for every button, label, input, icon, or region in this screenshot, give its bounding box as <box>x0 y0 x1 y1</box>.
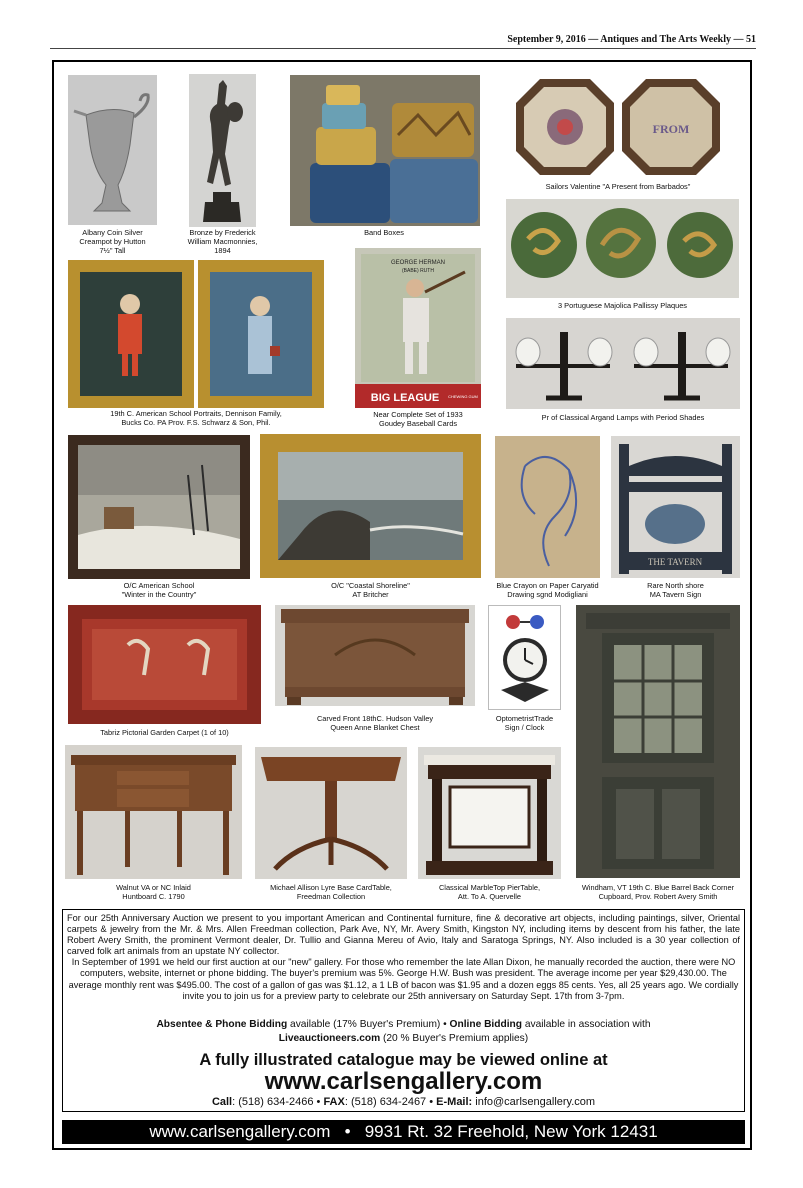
caption-line: 3 Portuguese Majolica Pallissy Plaques <box>558 301 687 310</box>
catalogue-line: A fully illustrated catalogue may be viewed online at <box>199 1051 608 1069</box>
caption-pier-table <box>418 883 561 901</box>
intro-paragraph <box>67 913 740 1002</box>
photo-corner-cupboard <box>576 605 740 878</box>
absentee-text: available (17% Buyer's Premium) • <box>287 1019 450 1030</box>
photo-baseball-card <box>355 248 481 408</box>
caption-baseball-card <box>355 410 481 428</box>
photo-caryatid-drawing <box>495 436 600 578</box>
photo-blanket-chest <box>275 605 475 706</box>
bidding-line-2 <box>63 1032 744 1045</box>
caption-line: MA Tavern Sign <box>649 590 702 599</box>
caption-line: 1894 <box>214 246 231 255</box>
caption-argand-lamps <box>506 413 740 422</box>
photo-huntboard <box>65 745 242 879</box>
caption-line: O/C "Coastal Shoreline" <box>331 581 410 590</box>
caption-corner-cupboard <box>566 883 750 901</box>
page-header <box>50 34 756 49</box>
caption-line: Walnut VA or NC Inlaid <box>116 883 191 892</box>
card-name-bot: (BABE) RUTH <box>402 268 434 274</box>
liveauctioneers-link[interactable]: Liveauctioneers.com <box>278 1033 381 1044</box>
caption-line: Pr of Classical Argand Lamps with Period Shades <box>541 413 705 422</box>
caption-line: Blue Crayon on Paper Caryatid <box>496 581 599 590</box>
auction-text-box <box>62 909 745 1112</box>
catalogue-url[interactable]: www.carlsengallery.com <box>264 1068 543 1095</box>
caption-sailors-valentine <box>508 182 728 191</box>
caption-coastal-painting <box>260 581 481 599</box>
caption-card-table <box>250 883 412 901</box>
photo-optometrist-clock <box>488 605 561 710</box>
phone-number: : (518) 634-2466 • <box>232 1096 324 1108</box>
footer-bar <box>62 1120 745 1144</box>
photo-argand-lamps <box>506 318 740 409</box>
caption-caryatid-drawing <box>487 581 608 599</box>
caption-huntboard <box>65 883 242 901</box>
caption-line: OptometristTrade <box>495 714 554 723</box>
photo-tabriz-carpet <box>68 605 261 724</box>
caption-line: Near Complete Set of 1933 <box>373 410 463 419</box>
photo-coastal-painting <box>260 434 481 578</box>
photo-winter-painting <box>68 435 250 579</box>
caption-winter-painting <box>68 581 250 599</box>
card-name-top: GEORGE HERMAN <box>390 260 446 266</box>
absentee-label: Absentee & Phone Bidding <box>156 1019 288 1030</box>
caption-line: Bucks Co. PA Prov. F.S. Schwarz & Son, Phil. <box>121 418 271 427</box>
photo-card-table <box>255 747 407 879</box>
caption-line: Bronze by Frederick <box>189 228 256 237</box>
caption-line: Cupboard, Prov. Robert Avery Smith <box>598 892 718 901</box>
email-label: E-Mail: <box>436 1096 473 1108</box>
caption-line: O/C American School <box>123 581 195 590</box>
caption-palissy-plaques <box>506 301 739 310</box>
photo-tavern-sign <box>611 436 740 578</box>
caption-bronze <box>172 228 273 255</box>
caption-line: Att. To A. Quervelle <box>457 892 522 901</box>
photo-creampot <box>68 75 157 225</box>
photo-sailors-valentine <box>510 75 726 179</box>
caption-line: Freedman Collection <box>296 892 366 901</box>
caption-line: Carved Front 18thC. Hudson Valley <box>316 714 434 723</box>
caption-line: 7½" Tall <box>99 246 126 255</box>
caption-line: Rare North shore <box>647 581 704 590</box>
caption-line: Classical MarbleTop PierTable, <box>438 883 541 892</box>
call-label: Call <box>211 1096 233 1108</box>
caption-line: Goudey Baseball Cards <box>378 419 458 428</box>
paragraph-1: For our 25th Anniversary Auction we present to you important American and Continental furniture, fine & decorative art objects, including paintings, silver, Oriental carpets & jewelry from the Mr. & Mrs. Allen Freedman collection, Park Ave, NY, Mr. Avery Smith, Kingston NY, including items by descent from his father, the late Robert Avery Smith, the prominent Vermont dealer, Dr. Tullio and Gianna Mereu of Avio, Italy and Saratoga Springs, NY. Also included is a 30 year collection of carved folk art animals from an upstate NY collector. <box>67 913 740 957</box>
caption-line: Drawing sgnd Modigliani <box>507 590 588 599</box>
caption-line: Queen Anne Blanket Chest <box>330 723 420 732</box>
caption-tabriz-carpet <box>68 728 261 737</box>
card-brand: CHEWING GUM <box>448 394 478 399</box>
header-text: September 9, 2016 — Antiques and The Arts Weekly — 51 <box>507 34 756 45</box>
fax-label: FAX <box>323 1096 345 1108</box>
photo-portraits <box>68 260 324 408</box>
caption-tavern-sign <box>611 581 740 599</box>
photo-pier-table <box>418 747 561 879</box>
tavern-text: THE TAVERN <box>647 557 703 567</box>
caption-line: Michael Allison Lyre Base CardTable, <box>270 883 392 892</box>
caption-line: Windham, VT 19th C. Blue Barrel Back Corner <box>581 883 735 892</box>
photo-bronze <box>189 74 256 227</box>
photo-band-boxes <box>290 75 480 226</box>
caption-creampot <box>64 228 161 255</box>
photo-palissy-plaques <box>506 199 739 298</box>
paragraph-2: In September of 1991 we held our first auction at our "new" gallery. For those who remember the late Allan Dixon, he manually recorded the auction, there were NO computers, website, internet or phone bidding. The buyer's premium was 5%. George H.W. Bush was president. The average income per year $29,430.00. The average monthly rent was $495.00. The cost of a gallon of gas was $1.12, a 1 LB of bacon was $1.95 and a dozen eggs 85 cents. Yes, all 25 years ago. We cordially invite you to join us for a preview party to celebrate our 25th anniversary on Saturday Sept. 17th from 3-7pm. <box>68 957 739 1001</box>
caption-band-boxes <box>334 228 434 237</box>
caption-line: Band Boxes <box>364 228 404 237</box>
fax-number: : (518) 634-2467 • <box>344 1096 437 1108</box>
caption-line: William Macmonnies, <box>187 237 258 246</box>
email-address[interactable]: info@carlsengallery.com <box>472 1096 596 1108</box>
caption-line: AT Britcher <box>352 590 389 599</box>
caption-blanket-chest <box>290 714 460 732</box>
online-label: Online Bidding <box>449 1019 522 1030</box>
caption-line: Tabriz Pictorial Garden Carpet (1 of 10) <box>100 728 229 737</box>
caption-line: Sailors Valentine "A Present from Barbados" <box>545 182 691 191</box>
card-league: BIG LEAGUE <box>370 392 440 404</box>
valentine-text: FROM <box>652 122 690 136</box>
caption-portraits <box>70 409 322 427</box>
bidding-line-1 <box>63 1018 744 1031</box>
caption-line: Creampot by Hutton <box>79 237 146 246</box>
caption-line: Huntboard C. 1790 <box>122 892 185 901</box>
caption-optometrist-clock <box>480 714 569 732</box>
liveauctioneers-text: (20 % Buyer's Premium applies) <box>380 1033 529 1044</box>
caption-line: "Winter in the Country" <box>121 590 197 599</box>
caption-line: 19th C. American School Portraits, Dennison Family, <box>110 409 282 418</box>
caption-line: Albany Coin Silver <box>82 228 143 237</box>
contact-line <box>63 1096 744 1108</box>
footer-text: www.carlsengallery.com • 9931 Rt. 32 Freehold, New York 12431 <box>149 1122 658 1141</box>
caption-line: Sign / Clock <box>504 723 545 732</box>
online-text: available in association with <box>521 1019 651 1030</box>
